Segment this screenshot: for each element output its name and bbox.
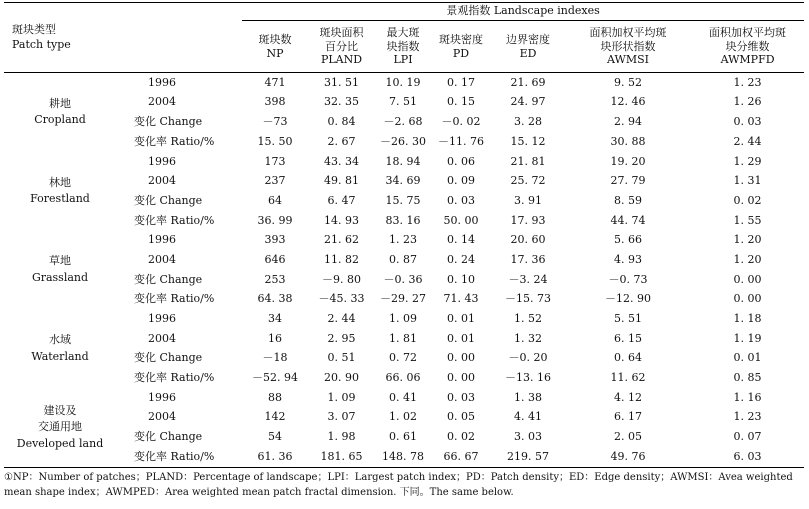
cell-ed: －3. 24 (508, 272, 548, 286)
cell-ed: 3. 28 (514, 115, 543, 129)
cell-np: 142 (264, 410, 286, 424)
cell-pland: －9. 80 (322, 272, 362, 286)
patch-type-header (4, 3, 242, 73)
cell-awmpfd: 1. 16 (733, 390, 762, 404)
cell-pland: 14. 93 (324, 213, 360, 227)
row-item-label: 变化 Change (134, 272, 203, 286)
group-label-grassland: 草地 Grassland (31, 254, 89, 284)
cell-pd: 0. 10 (447, 272, 476, 286)
cell-awmsi: 9. 52 (614, 75, 643, 89)
cell-ed: 25. 72 (510, 174, 546, 188)
cell-ed: 17. 36 (510, 252, 546, 266)
cell-pland: 2. 44 (327, 312, 356, 326)
group-label-forestland: 林地 Forestland (30, 175, 90, 206)
cell-np: 15. 50 (257, 134, 293, 148)
cell-pd: 66. 67 (443, 449, 479, 463)
row-item-label: 2004 (148, 174, 176, 188)
cell-awmpfd: 0. 03 (733, 115, 762, 129)
cell-pland: 0. 84 (327, 115, 356, 129)
cell-ed: 24. 97 (510, 95, 546, 109)
cell-pd: 0. 00 (447, 371, 476, 385)
table-row (4, 388, 804, 408)
cell-lpi: 0. 41 (389, 390, 418, 404)
cell-pland: 21. 62 (324, 233, 360, 247)
cell-awmpfd: 1. 55 (733, 213, 762, 227)
cell-awmsi: 0. 64 (614, 351, 643, 365)
cell-lpi: 1. 81 (389, 331, 418, 345)
cell-awmpfd: 1. 20 (733, 252, 762, 266)
cell-lpi: －26. 30 (380, 134, 427, 148)
cell-np: 173 (264, 154, 286, 168)
cell-pland: 0. 51 (327, 351, 356, 365)
row-item-label: 1996 (148, 390, 176, 404)
cell-pd: 0. 03 (447, 193, 476, 207)
cell-awmpfd: 0. 07 (733, 430, 762, 444)
cell-awmpfd: 1. 29 (733, 154, 762, 168)
cell-pd: 71. 43 (443, 292, 479, 306)
cell-pland: 1. 98 (327, 430, 356, 444)
cell-pland: 3. 07 (327, 410, 356, 424)
cell-np: 646 (264, 252, 286, 266)
cell-awmpfd: 0. 01 (733, 351, 762, 365)
table-row (4, 368, 804, 388)
cell-pd: 0. 14 (447, 233, 476, 247)
cell-ed: 3. 03 (514, 430, 543, 444)
table-row (4, 447, 804, 467)
cell-awmpfd: 1. 26 (733, 95, 762, 109)
table-row (4, 349, 804, 369)
cell-ed: 21. 81 (510, 154, 546, 168)
cell-pland: －45. 33 (318, 292, 365, 306)
cell-ed: 21. 69 (510, 75, 546, 89)
row-item-label: 变化率 Ratio/% (134, 371, 215, 385)
table-row (4, 132, 804, 152)
cell-ed: 1. 32 (514, 331, 543, 345)
table-row (4, 93, 804, 113)
cell-ed: 20. 60 (510, 233, 546, 247)
row-item-label: 1996 (148, 154, 176, 168)
cell-awmpfd: 0. 02 (733, 193, 762, 207)
cell-np: 61. 36 (257, 449, 293, 463)
cell-ed: 1. 38 (514, 390, 543, 404)
col-header-np: 斑块数 NP (258, 32, 292, 60)
cell-awmsi: 4. 93 (614, 252, 643, 266)
cell-pland: 2. 67 (327, 134, 356, 148)
cell-awmsi: －0. 73 (608, 272, 648, 286)
cell-ed: 4. 41 (514, 410, 543, 424)
cell-ed: －13. 16 (505, 371, 552, 385)
cell-awmpfd: 1. 23 (733, 75, 762, 89)
cell-pd: 0. 15 (447, 95, 476, 109)
cell-pd: 0. 01 (447, 331, 476, 345)
cell-np: 16 (268, 331, 283, 345)
cell-lpi: －2. 68 (383, 115, 423, 129)
col-header-awmpfd: 面积加权平均斑 块分维数 AWMPFD (709, 25, 787, 67)
cell-lpi: 0. 72 (389, 351, 418, 365)
cell-pd: 0. 06 (447, 154, 476, 168)
cell-awmsi: 5. 51 (614, 312, 643, 326)
table-row (4, 408, 804, 428)
cell-awmpfd: 1. 31 (733, 174, 762, 188)
cell-pd: 0. 24 (447, 252, 476, 266)
table-row (4, 211, 804, 231)
cell-ed: 15. 12 (510, 134, 546, 148)
table-row (4, 171, 804, 191)
cell-lpi: 148. 78 (382, 449, 425, 463)
cell-pland: 49. 81 (324, 174, 360, 188)
row-item-label: 2004 (148, 95, 176, 109)
cell-pland: 6. 47 (327, 193, 356, 207)
cell-pd: 0. 00 (447, 351, 476, 365)
table-row (4, 73, 804, 93)
cell-pd: －11. 76 (438, 134, 485, 148)
patch-type-cn: 斑块类型 (12, 22, 56, 36)
table-row (4, 112, 804, 132)
cell-lpi: －0. 36 (383, 272, 423, 286)
indexes-title: 景观指数 Landscape indexes (242, 3, 804, 21)
cell-awmsi: 44. 74 (610, 213, 646, 227)
cell-pland: 11. 82 (324, 252, 360, 266)
table-row (4, 231, 804, 251)
cell-awmpfd: 0. 00 (733, 292, 762, 306)
col-header-pland: 斑块面积 百分比 PLAND (319, 25, 364, 67)
group-label-waterland: 水域 Waterland (31, 333, 89, 363)
row-item-label: 变化率 Ratio/% (134, 134, 215, 148)
cell-awmsi: 8. 59 (614, 193, 643, 207)
row-item-label: 变化 Change (134, 193, 203, 207)
table-body (4, 73, 804, 468)
col-header-pd: 斑块密度 PD (439, 32, 484, 60)
cell-pland: 32. 35 (324, 95, 360, 109)
cell-awmsi: 12. 46 (610, 95, 646, 109)
cell-awmpfd: 6. 03 (733, 449, 762, 463)
cell-np: 393 (264, 233, 286, 247)
header-row-1 (4, 3, 804, 21)
cell-awmsi: 4. 12 (614, 390, 643, 404)
cell-np: －73 (262, 115, 288, 129)
cell-np: 64. 38 (257, 292, 293, 306)
cell-awmsi: 19. 20 (610, 154, 646, 168)
cell-pd: 0. 09 (447, 174, 476, 188)
cell-ed: －0. 20 (508, 351, 548, 365)
cell-awmsi: 11. 62 (610, 371, 646, 385)
landscape-index-table (4, 2, 804, 468)
cell-awmsi: 2. 05 (614, 430, 643, 444)
cell-np: 64 (268, 193, 283, 207)
row-item-label: 变化 Change (134, 115, 203, 129)
row-item-label: 1996 (148, 312, 176, 326)
row-item-label: 变化率 Ratio/% (134, 449, 215, 463)
cell-lpi: 34. 69 (385, 174, 421, 188)
table-row (4, 270, 804, 290)
cell-lpi: 0. 61 (389, 430, 418, 444)
cell-lpi: 1. 23 (389, 233, 418, 247)
cell-lpi: 7. 51 (389, 95, 418, 109)
cell-lpi: 18. 94 (385, 154, 421, 168)
cell-pland: 2. 95 (327, 331, 356, 345)
patch-type-en: Patch type (12, 37, 71, 51)
cell-lpi: 1. 09 (389, 312, 418, 326)
cell-np: 34 (268, 312, 283, 326)
cell-awmpfd: 1. 19 (733, 331, 762, 345)
row-item-label: 2004 (148, 410, 176, 424)
cell-lpi: 15. 75 (385, 193, 421, 207)
cell-ed: 1. 52 (514, 312, 543, 326)
cell-lpi: 0. 87 (389, 252, 418, 266)
cell-awmpfd: 0. 85 (733, 371, 762, 385)
cell-np: 88 (268, 390, 283, 404)
cell-awmsi: 49. 76 (610, 449, 646, 463)
cell-np: －52. 94 (252, 371, 299, 385)
table-row (4, 152, 804, 172)
table-row (4, 309, 804, 329)
cell-pd: 0. 02 (447, 430, 476, 444)
col-header-awmsi: 面积加权平均斑 块形状指数 AWMSI (589, 25, 667, 67)
group-label-developed-land: 建设及 交通用地 Developed land (16, 403, 104, 450)
cell-pland: 181. 65 (320, 449, 363, 463)
table-row (4, 290, 804, 310)
table-row (4, 250, 804, 270)
cell-awmsi: 5. 66 (614, 233, 643, 247)
cell-pland: 31. 51 (324, 75, 360, 89)
cell-lpi: 1. 02 (389, 410, 418, 424)
group-label-cropland: 耕地 Cropland (34, 96, 86, 127)
cell-ed: －15. 73 (505, 292, 552, 306)
cell-lpi: 10. 19 (385, 75, 421, 89)
cell-awmsi: 2. 94 (614, 115, 643, 129)
row-item-label: 变化率 Ratio/% (134, 213, 215, 227)
cell-awmsi: 30. 88 (610, 134, 646, 148)
cell-np: 237 (264, 174, 286, 188)
cell-ed: 3. 91 (514, 193, 543, 207)
cell-np: 54 (268, 430, 283, 444)
row-item-label: 变化率 Ratio/% (134, 292, 215, 306)
row-item-label: 1996 (148, 233, 176, 247)
cell-pd: 50. 00 (443, 213, 479, 227)
cell-awmsi: 27. 79 (610, 174, 646, 188)
cell-np: 253 (264, 272, 286, 286)
cell-awmpfd: 0. 00 (733, 272, 762, 286)
cell-awmpfd: 1. 23 (733, 410, 762, 424)
table-footnote: ①NP：Number of patches；PLAND：Percentage of landscape；LPI：Largest patch index；PD：Patch density；ED：Edge density；AWMSI：Avea weighted mean shape index；AWMPED：Area weighted mean patch fractal dimension. 下同。The same below. (4, 472, 793, 498)
cell-pland: 1. 09 (327, 390, 356, 404)
cell-pd: －0. 02 (441, 115, 481, 129)
cell-pd: 0. 05 (447, 410, 476, 424)
cell-np: 471 (264, 75, 286, 89)
row-item-label: 2004 (148, 252, 176, 266)
cell-awmsi: 6. 15 (614, 331, 643, 345)
cell-pd: 0. 01 (447, 312, 476, 326)
cell-ed: 17. 93 (510, 213, 546, 227)
cell-awmsi: －12. 90 (605, 292, 652, 306)
cell-ed: 219. 57 (507, 449, 550, 463)
col-header-ed: 边界密度 ED (506, 32, 551, 60)
table-row (4, 329, 804, 349)
cell-pland: 43. 34 (324, 154, 360, 168)
cell-np: 398 (264, 95, 286, 109)
cell-lpi: 66. 06 (385, 371, 421, 385)
row-item-label: 变化 Change (134, 430, 203, 444)
row-item-label: 1996 (148, 75, 176, 89)
cell-lpi: 83. 16 (385, 213, 421, 227)
cell-awmpfd: 2. 44 (733, 134, 762, 148)
cell-np: 36. 99 (257, 213, 293, 227)
cell-awmsi: 6. 17 (614, 410, 643, 424)
cell-awmpfd: 1. 18 (733, 312, 762, 326)
cell-lpi: －29. 27 (380, 292, 427, 306)
cell-pd: 0. 03 (447, 390, 476, 404)
cell-pd: 0. 17 (447, 75, 476, 89)
table-row (4, 191, 804, 211)
row-item-label: 2004 (148, 331, 176, 345)
row-item-label: 变化 Change (134, 351, 203, 365)
cell-np: －18 (262, 351, 288, 365)
cell-pland: 20. 90 (324, 371, 360, 385)
cell-awmpfd: 1. 20 (733, 233, 762, 247)
table-row (4, 427, 804, 447)
col-header-lpi: 最大斑 块指数 LPI (386, 25, 420, 67)
